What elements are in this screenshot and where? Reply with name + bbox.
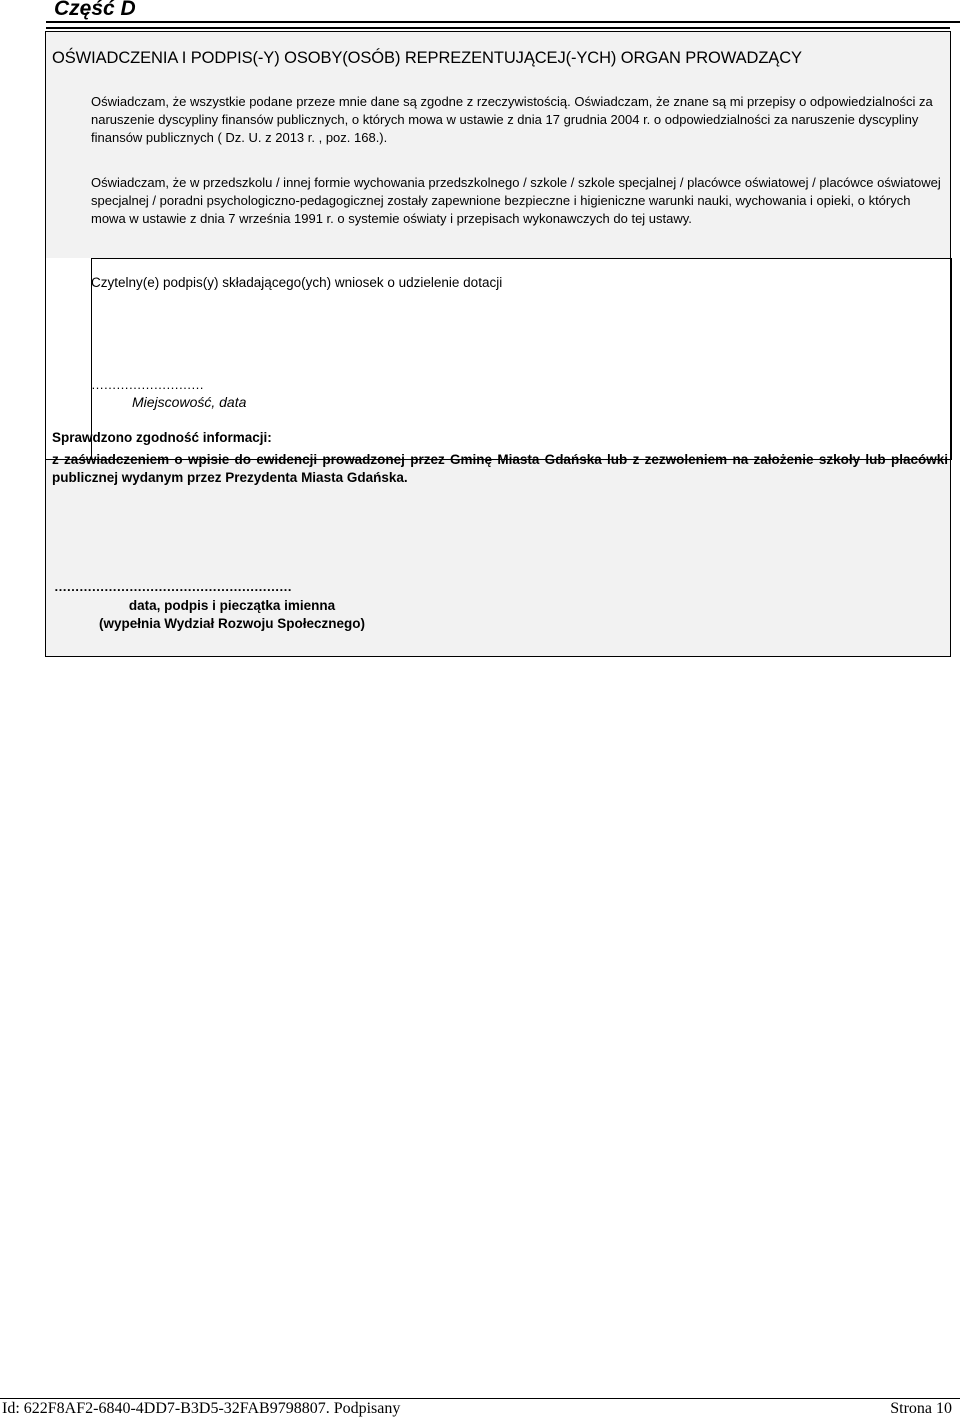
signature-label: Czytelny(e) podpis(y) składającego(ych) wniosek o udzielenie dotacji — [91, 275, 503, 290]
document-id: Id: 622F8AF2-6840-4DD7-B3D5-32FAB9798807. Podpisany — [2, 1400, 401, 1417]
frame-top-rule — [46, 27, 950, 29]
verification-department-note: (wypełnia Wydział Rozwoju Społecznego) — [98, 616, 366, 631]
part-title: Część D — [54, 0, 136, 20]
verification-dots: ………………………………………………… — [54, 579, 292, 594]
verification-text: z zaświadczeniem o wpisie do ewidencji prowadzonej przez Gminę Miasta Gdańska lub z zezwoleniem na założenie szkoły lub placówki publicznej wydanym przez Prezydenta Miasta Gdańska. — [52, 452, 948, 485]
footer-rule — [0, 1398, 960, 1399]
signature-dots: ……………………… — [91, 377, 204, 392]
verification-heading: Sprawdzono zgodność informacji: — [52, 430, 272, 445]
section-heading: OŚWIADCZENIA I PODPIS(-Y) OSOBY(OSÓB) REPREZENTUJĄCEJ(-YCH) ORGAN PROWADZĄCY — [52, 49, 802, 67]
verification-signature-label: data, podpis i pieczątka imienna — [128, 598, 336, 613]
declarations-frame — [45, 31, 951, 657]
declaration-paragraph-1: Oświadczam, że wszystkie podane przeze mnie dane są zgodne z rzeczywistością. Oświadczam, że znane są mi przepisy o odpowiedzialności za naruszenie dyscypliny finansów publicznych, o których mowa w ustawie z dnia 17 grudnia 2004 r. o odpowiedzialności za naruszenie dyscypliny finansów publicznych ( Dz. U. z 2013 r. , poz. 168.). — [91, 94, 933, 145]
place-date-label: Miejscowość, data — [132, 394, 247, 410]
declaration-paragraph-2: Oświadczam, że w przedszkolu / innej formie wychowania przedszkolnego / szkole / szkole specjalnej / placówce oświatowej / placówce oświatowej specjalnej / poradni psychologiczno-pedagogicznej zostały zapewnione bezpieczne i higieniczne warunki nauki, wychowania i opieki, o których mowa w ustawie z dnia 7 września 1991 r. o systemie oświaty i przepisach wykonawczych do tej ustawy. — [91, 175, 941, 226]
page-number: Strona 10 — [890, 1400, 952, 1417]
title-rule — [46, 21, 960, 23]
